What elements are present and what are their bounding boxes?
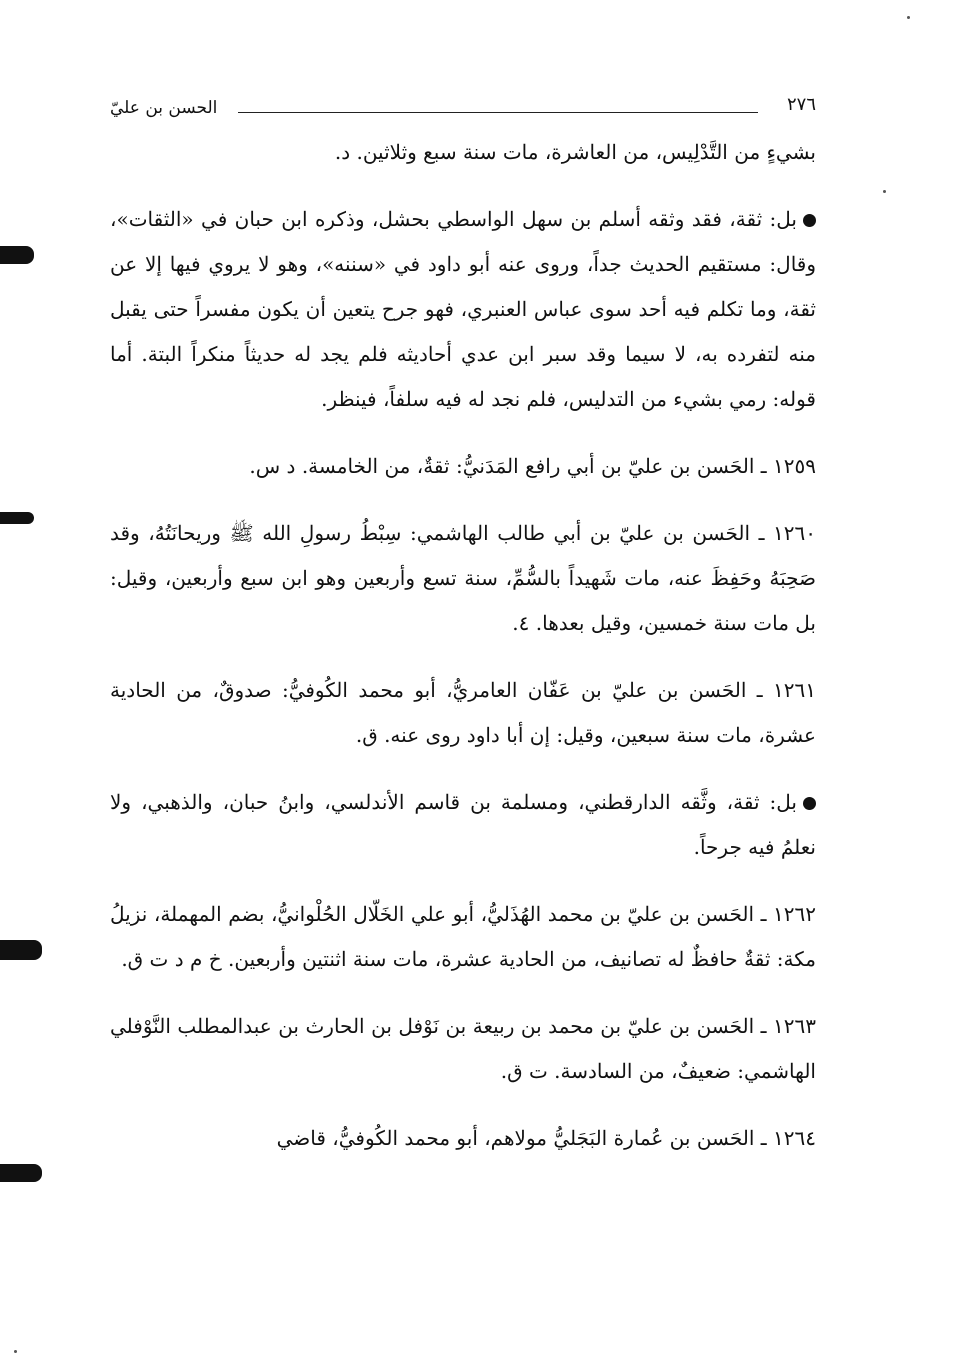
paragraph-text: ١٢٦٢ ـ الحَسن بن عليّ بن محمد الهُذَليُّ، أبو علي الخَلّال الحُلْوانيُّ، بضم المهملة، نزيلُ مكة: ثقةٌ حافظٌ له تصانيف، من الحادية عشرة، مات سنة اثنتين وأربعين. خ م د ت ق. [110, 902, 816, 971]
entry-1260 [110, 511, 816, 646]
entry-1259 [110, 444, 816, 489]
paragraph-text: بشيءٍ من التَّدْلِيس، من العاشرة، مات سنة سبع وثلاثين. د. [334, 140, 816, 164]
entry-1262 [110, 892, 816, 982]
running-title: الحسن بن عليّ [110, 98, 218, 118]
paragraph-commentary [110, 197, 816, 422]
page-number: ٢٧٦ [786, 94, 816, 115]
paragraph-text: بل: ثقة، فقد وثقه أسلم بن سهل الواسطي بحشل، وذكره ابن حبان في «الثقات»، وقال: مستقيم الحديث جداً، وروى عنه أبو داود في «سننه»، وهو لا يروي فيها إلا عن ثقة، وما تكلم فيه أحد سوى عباس العنبري، فهو جرح يتعين أن يكون مفسراً حتى يقبل منه لتفرده به، لا سيما وقد سبر ابن عدي أحاديثه فلم يجد له حديثاً منكراً البتة. أما قوله: رمي بشيء من التدليس، فلم نجد له فيه سلفاً، فينظر. [110, 207, 817, 411]
scan-edge-mark [0, 940, 42, 960]
scan-edge-mark [0, 1164, 42, 1182]
paragraph-text: ١٢٥٩ ـ الحَسن بن عليّ بن أبي رافع المَدَنيُّ: ثقةٌ، من الخامسة. د س. [249, 454, 816, 478]
paragraph-text: ١٢٦٤ ـ الحَسن بن عُمارة البَجَليُّ مولاهم، أبو محمد الكُوفيُّ، قاضي [276, 1126, 816, 1150]
paragraph-text: ١٢٦٣ ـ الحَسن بن عليّ بن محمد بن ربيعة بن نَوْفل بن الحارث بن عبدالمطلب النَّوْفلي الهاشمي: ضعيفٌ، من السادسة. ت ق. [110, 1014, 816, 1083]
scan-speck [907, 16, 910, 19]
bullet-icon [803, 797, 816, 810]
entry-1261 [110, 668, 816, 758]
scan-edge-mark [0, 246, 34, 264]
page-header [110, 94, 816, 126]
paragraph-commentary [110, 780, 816, 870]
paragraph-text: ١٢٦٠ ـ الحَسن بن عليّ بن أبي طالب الهاشمي: سِبْطُ رسولِ الله ﷺ وريحانَتُهُ، وقد صَحِبَهُ وحَفِظَ عنه، مات شَهيداً بالسُّمِّ، سنة تسع وأربعين وهو ابن سبع وأربعين، وقيل: بل مات سنة خمسين، وقيل بعدها. ٤. [110, 521, 816, 635]
entry-1264 [110, 1116, 816, 1161]
body-text [110, 130, 816, 1161]
scan-speck [883, 190, 886, 193]
bullet-icon [803, 214, 816, 227]
scan-speck [14, 1350, 17, 1353]
header-rule [238, 112, 758, 113]
entry-1263 [110, 1004, 816, 1094]
paragraph-text: ١٢٦١ ـ الحَسن بن عليّ بن عَفّان العامريُّ، أبو محمد الكُوفيُّ: صدوقٌ، من الحادية عشرة، مات سنة سبعين، وقيل: إن أبا داود روى عنه. ق. [110, 678, 816, 747]
scan-edge-mark [0, 512, 34, 524]
paragraph-text: بل: ثقة، وثَّقه الدارقطني، ومسلمة بن قاسم الأندلسي، وابنُ حبان، والذهبي، ولا نعلمُ فيه جرحاً. [110, 790, 816, 859]
paragraph-continuation [110, 130, 816, 175]
